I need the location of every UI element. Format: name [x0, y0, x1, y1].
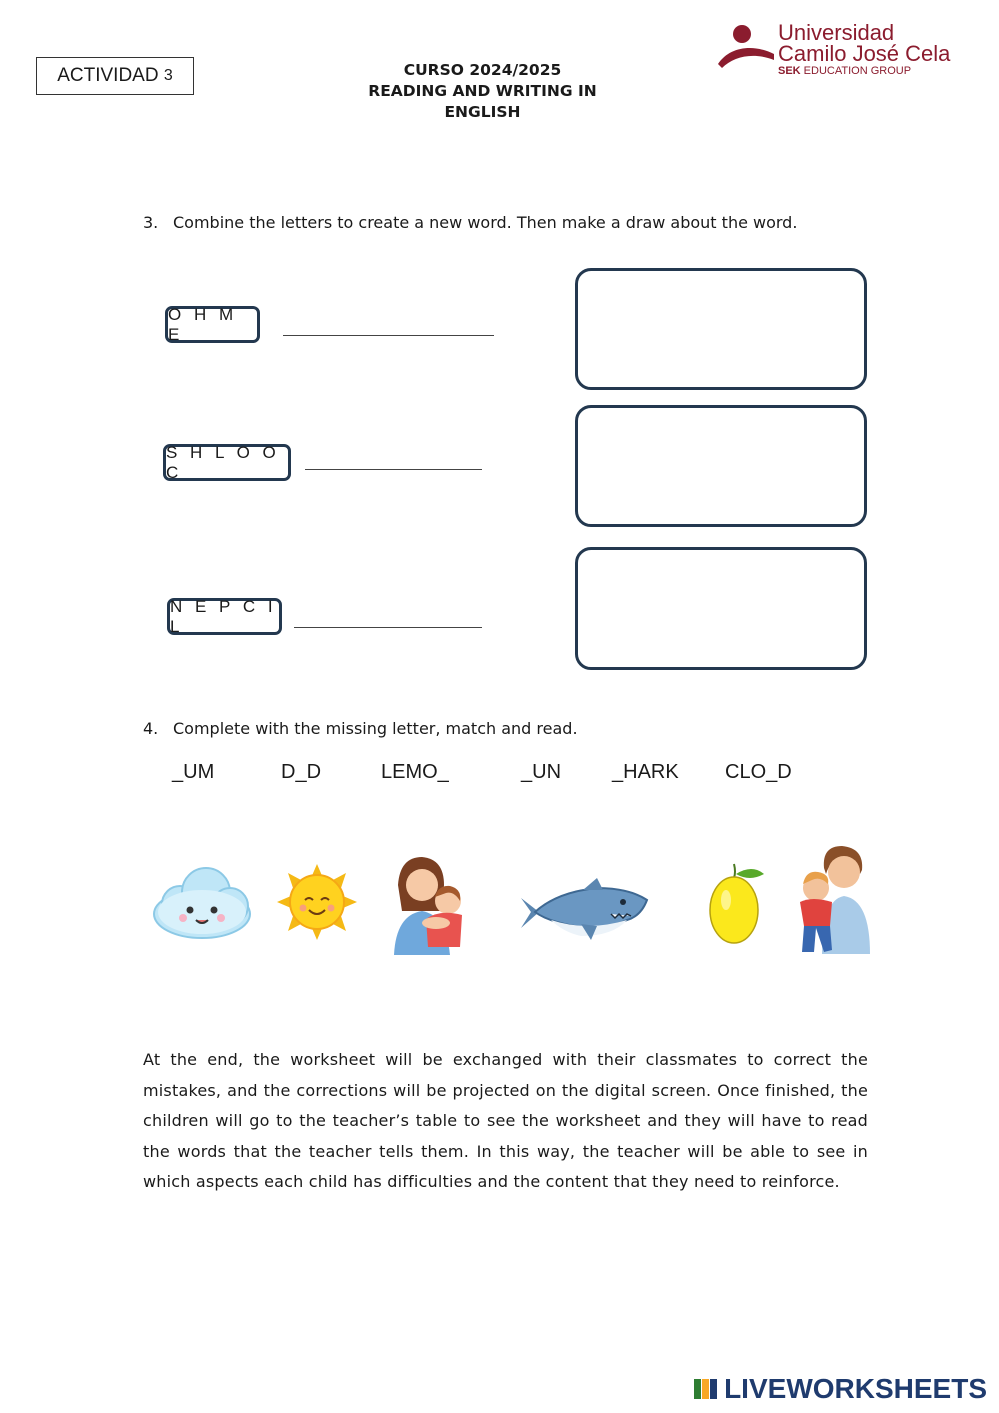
course-line-3: ENGLISH	[444, 103, 521, 121]
shark-icon[interactable]	[517, 876, 650, 942]
instructions-paragraph: At the end, the worksheet will be exchanged with their classmates to correct the mistakes, and the corrections will be projected on the digital screen. Once finished, the children will go to the teacher’s table to see the worksheet and they will have to read the words that the teacher tells them. In this way, the teacher will be able to see in which aspects each child has difficulties and the content that they need to reinforce.	[143, 1050, 868, 1191]
word-2[interactable]: D_D	[281, 761, 322, 783]
liveworksheets-logo-icon	[694, 1377, 718, 1401]
university-logo-icon	[714, 24, 776, 70]
question-3-number: 3.	[143, 213, 159, 232]
word-4[interactable]: _UN	[521, 761, 562, 783]
course-title	[330, 60, 635, 123]
liveworksheets-brand	[694, 1373, 987, 1405]
letters-box-2: S H L O O C	[163, 444, 291, 481]
answer-line-1[interactable]	[283, 335, 494, 336]
liveworksheets-brand-text: LIVEWORKSHEETS	[724, 1373, 987, 1404]
question-4-text: Complete with the missing letter, match and read.	[173, 719, 578, 738]
word-5[interactable]: _HARK	[612, 761, 679, 783]
dad-child-icon[interactable]	[792, 844, 870, 956]
university-logo-text	[778, 22, 950, 78]
logo-line-2: Camilo José Cela	[778, 41, 951, 66]
cloud-icon[interactable]	[150, 862, 255, 944]
lemon-icon[interactable]	[704, 860, 766, 946]
word-6[interactable]: CLO_D	[725, 761, 792, 783]
word-1[interactable]: _UM	[172, 761, 215, 783]
question-3-text: Combine the letters to create a new word. Then make a draw about the word.	[173, 213, 798, 232]
drawing-box-2[interactable]	[575, 405, 867, 527]
activity-number: 3	[163, 67, 173, 84]
course-line-2: READING AND WRITING IN	[368, 82, 597, 100]
sun-icon[interactable]	[275, 862, 359, 942]
question-4	[143, 719, 578, 738]
answer-line-3[interactable]	[294, 627, 482, 628]
drawing-box-1[interactable]	[575, 268, 867, 390]
word-3[interactable]: LEMO_	[381, 761, 449, 783]
answer-line-2[interactable]	[305, 469, 482, 470]
mum-hug-icon[interactable]	[388, 855, 470, 955]
activity-label: ACTIVIDAD	[57, 65, 159, 86]
drawing-box-3[interactable]	[575, 547, 867, 670]
logo-line-1: Universidad	[778, 20, 895, 45]
activity-label-box	[36, 57, 194, 95]
question-4-number: 4.	[143, 719, 159, 738]
letters-box-1: O H M E	[165, 306, 260, 343]
letters-box-3: N E P C I L	[167, 598, 282, 635]
question-3	[143, 213, 797, 232]
logo-line-3: SEK EDUCATION GROUP	[778, 65, 912, 77]
course-line-1: CURSO 2024/2025	[403, 61, 562, 79]
